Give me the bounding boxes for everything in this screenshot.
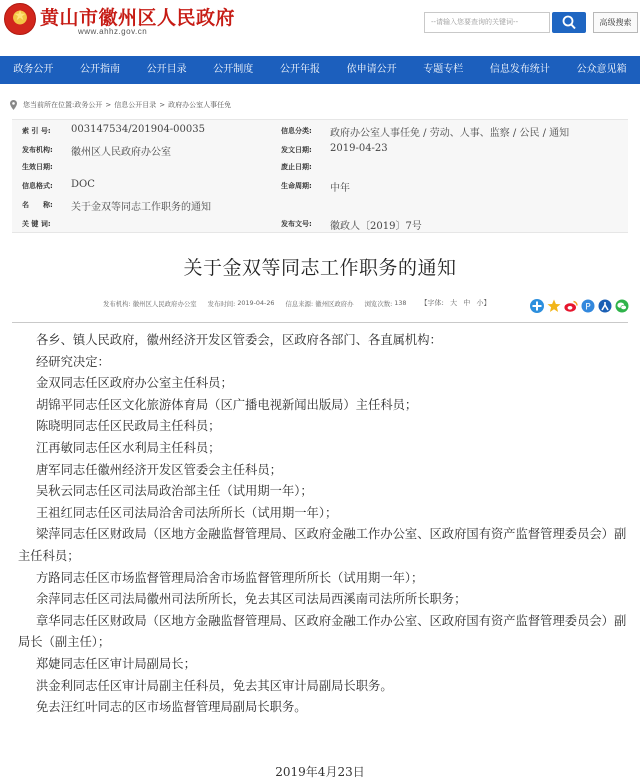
- page-title: 关于金双等同志工作职务的通知: [183, 257, 457, 279]
- qzone-star-icon[interactable]: [547, 299, 561, 313]
- docno-label: 发布文号:: [281, 220, 312, 228]
- index-value: 003147534/201904-00035: [71, 124, 205, 135]
- search-button[interactable]: [552, 12, 586, 33]
- document-info-table: [12, 119, 628, 233]
- paragraph: 胡锦平同志任区文化旅游体育局（区广播电视新闻出版局）主任科员；: [36, 397, 418, 412]
- meta-views-label: 浏览次数:: [364, 299, 393, 308]
- nav-item-special[interactable]: 专题专栏: [423, 64, 464, 75]
- paragraph: 王祖红同志任区司法局洽舍司法所所长（试用期一年）；: [36, 505, 338, 520]
- paragraph: 金双同志任区政府办公室主任科员；: [36, 376, 233, 391]
- lifecycle-value: 中年: [330, 183, 350, 194]
- name-label: 名 称:: [22, 201, 53, 209]
- site-title[interactable]: 黄山市徽州区人民政府: [40, 7, 236, 29]
- weibo-icon[interactable]: [564, 299, 578, 313]
- location-pin-icon: [10, 100, 17, 110]
- nav-item-guide[interactable]: 公开指南: [79, 64, 120, 75]
- share-plus-icon[interactable]: [530, 299, 544, 313]
- paragraph: 余萍同志任区司法局徽州司法所所长，免去其区司法局西溪南司法所所长职务；: [36, 592, 467, 607]
- paragraph: 江再敏同志任区水利局主任科员；: [36, 440, 221, 455]
- breadcrumb-item[interactable]: 政务公开: [74, 101, 103, 109]
- nav-item-statistics[interactable]: 信息发布统计: [489, 64, 550, 75]
- paragraph: 吴秋云同志任区司法局政治部主任（试用期一年）；: [36, 484, 313, 499]
- search-icon: [562, 15, 576, 30]
- meta-time: 2019-04-26: [237, 299, 275, 307]
- paragraph: 陈晓明同志任区民政局主任科员；: [36, 419, 221, 434]
- wechat-icon[interactable]: [615, 299, 629, 313]
- abolish-label: 废止日期:: [281, 163, 312, 171]
- index-label: 索 引 号:: [22, 127, 51, 135]
- format-label: 信息格式:: [22, 182, 53, 190]
- font-size-medium[interactable]: 中: [463, 299, 471, 307]
- paragraph: 方路同志任区市场监督管理局洽舍市场监督管理所所长（试用期一年）；: [36, 570, 424, 585]
- paragraph: 梁萍同志任区财政局（区地方金融监督管理局、区政府金融工作办公室、区政府国有资产监督管理委员会）副主任科员；: [18, 527, 627, 563]
- nav-item-apply[interactable]: 依申请公开: [346, 64, 397, 75]
- paragraph: 章华同志任区财政局（区地方金融监督管理局、区政府金融工作办公室、区政府国有资产监督管理委员会）副局长（副主任）；: [18, 613, 627, 650]
- paragraph: 各乡、镇人民政府，徽州经济开发区管委会，区政府各部门、各直属机构：: [36, 333, 442, 347]
- org-label: 发布机构:: [22, 146, 53, 154]
- effective-label: 生效日期:: [22, 163, 53, 171]
- national-emblem-icon: [4, 3, 36, 35]
- name-value: 关于金双等同志工作职务的通知: [71, 202, 211, 213]
- pengyou-icon[interactable]: [581, 299, 595, 313]
- breadcrumb-prefix: 您当前所在位置:: [23, 101, 75, 109]
- paragraph: 洪金利同志任区审计局副主任科员，免去其区审计局副局长职务。: [36, 678, 393, 693]
- font-size-switcher: [420, 298, 492, 308]
- meta-org: 徽州区人民政府办公室: [132, 299, 197, 308]
- renren-icon[interactable]: [598, 299, 612, 313]
- site-url: www.ahhz.gov.cn: [78, 27, 148, 36]
- font-size-label: 【字体:: [420, 299, 444, 307]
- meta-views: 138: [394, 299, 407, 307]
- paragraph: 经研究决定：: [36, 354, 110, 369]
- nav-item-mailbox[interactable]: 公众意见箱: [576, 64, 627, 75]
- breadcrumb: 您当前所在位置: 政务公开 > 信息公开目录 > 政府办公室人事任免: [10, 99, 231, 111]
- category-value: 政府办公室人事任免 / 劳动、人事、监察 / 公民 / 通知: [330, 128, 570, 139]
- paragraph: 免去汪红叶同志的区市场监督管理局副局长职务。: [36, 700, 307, 715]
- title-divider: [12, 322, 628, 323]
- site-header: [0, 0, 640, 52]
- font-size-large[interactable]: 大: [450, 299, 458, 307]
- nav-item-gov-disclosure[interactable]: 政务公开: [13, 64, 54, 75]
- meta-time-label: 发布时间:: [207, 299, 236, 308]
- meta-source: 徽州区政府办: [315, 299, 354, 308]
- nav-item-system[interactable]: 公开制度: [213, 64, 254, 75]
- org-value: 徽州区人民政府办公室: [71, 147, 171, 158]
- docno-value: 徽政人〔2019〕7号: [330, 221, 422, 232]
- breadcrumb-item[interactable]: 信息公开目录: [114, 101, 157, 109]
- paragraph: 郑婕同志任区审计局副局长；: [36, 656, 196, 671]
- search-input[interactable]: [424, 12, 550, 33]
- nav-item-catalog[interactable]: 公开目录: [146, 64, 187, 75]
- breadcrumb-item[interactable]: 政府办公室人事任免: [168, 101, 232, 109]
- font-size-small[interactable]: 小】: [476, 299, 491, 307]
- article-meta: [103, 298, 495, 308]
- keyword-label: 关 键 词:: [22, 220, 51, 228]
- paragraph: 唐军同志任徽州经济开发区管委会主任科员；: [36, 462, 282, 477]
- svg-text:P: P: [585, 302, 591, 313]
- meta-org-label: 发布机构:: [103, 299, 131, 308]
- lifecycle-label: 生命周期:: [281, 182, 312, 190]
- nav-item-annual-report[interactable]: 公开年报: [279, 64, 320, 75]
- article-body: [18, 330, 628, 719]
- meta-source-label: 信息来源:: [285, 299, 314, 308]
- document-date: 2019年4月23日: [275, 765, 365, 779]
- advanced-search-button[interactable]: 高级搜索: [593, 12, 638, 33]
- pubdate-label: 发文日期:: [281, 146, 312, 154]
- main-nav: [0, 56, 640, 84]
- category-label: 信息分类:: [281, 127, 312, 135]
- pubdate-value: 2019-04-23: [330, 143, 388, 154]
- format-value: DOC: [71, 179, 95, 190]
